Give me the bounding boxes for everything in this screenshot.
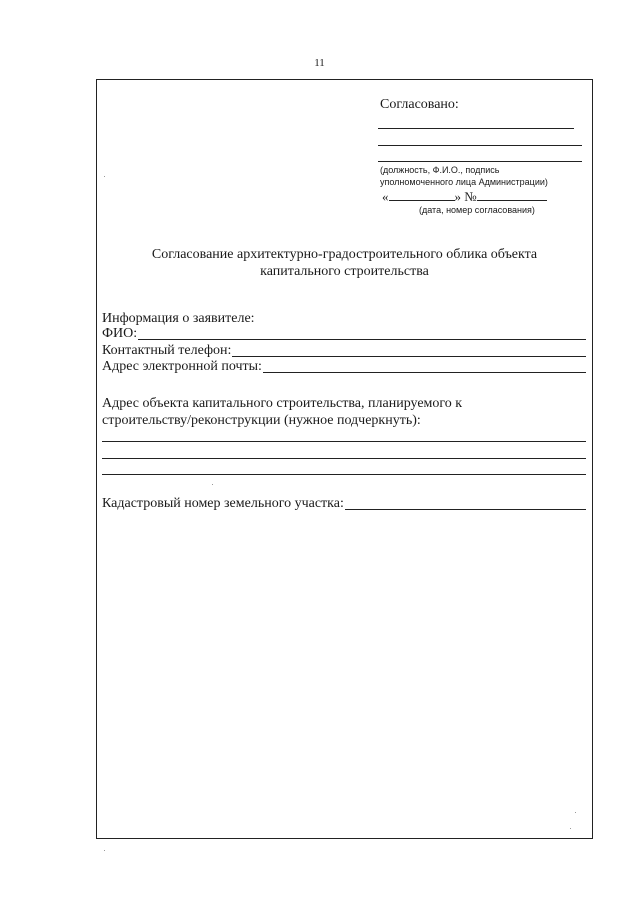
number-blank	[477, 189, 547, 201]
document-title	[96, 246, 593, 280]
approval-signature-line-1	[378, 128, 574, 129]
object-address-input-line-3[interactable]	[102, 474, 586, 475]
email-label: Адрес электронной почты:	[102, 359, 262, 374]
scan-speck	[570, 828, 571, 829]
object-address-input-line-2[interactable]	[102, 458, 586, 459]
scan-speck	[104, 850, 105, 851]
object-address-label-line-1: Адрес объекта капитального строительства, планируемого к	[102, 396, 463, 411]
page-number: 11	[314, 57, 325, 69]
signature-caption-line-1: (должность, Ф.И.О., подпись	[380, 165, 500, 175]
document-title-line-2: капитального строительства	[260, 264, 429, 279]
scan-speck	[104, 176, 105, 177]
email-field[interactable]	[102, 359, 586, 375]
number-sign: №	[464, 189, 477, 204]
phone-field[interactable]	[102, 343, 586, 359]
applicant-heading: Информация о заявителе:	[102, 311, 255, 326]
cadastral-input-line[interactable]	[345, 497, 586, 510]
object-address-label-line-2: строительству/реконструкции (нужное подчеркнуть):	[102, 413, 421, 428]
email-input-line[interactable]	[263, 360, 586, 373]
approval-date-number-line	[382, 189, 547, 204]
approval-signature-line-2	[378, 145, 582, 146]
scan-speck	[212, 484, 213, 485]
fio-label: ФИО:	[102, 326, 138, 341]
phone-label: Контактный телефон:	[102, 343, 232, 358]
document-title-line-1: Согласование архитектурно-градостроительного облика объекта	[151, 247, 538, 262]
signature-caption-line-2: уполномоченного лица Администрации)	[380, 177, 548, 187]
quote-close: »	[454, 189, 461, 204]
scan-speck	[575, 812, 576, 813]
approval-title: Согласовано:	[380, 97, 459, 112]
fio-input-line[interactable]	[138, 327, 586, 340]
cadastral-label: Кадастровый номер земельного участка:	[102, 496, 344, 511]
object-address-input-line-1[interactable]	[102, 441, 586, 442]
cadastral-field[interactable]	[102, 496, 586, 512]
approval-signature-line-3	[378, 161, 582, 162]
date-number-caption: (дата, номер согласования)	[419, 205, 535, 215]
fio-field[interactable]	[102, 326, 586, 342]
phone-input-line[interactable]	[232, 344, 586, 357]
quote-open: «	[382, 189, 389, 204]
date-blank	[389, 189, 455, 201]
